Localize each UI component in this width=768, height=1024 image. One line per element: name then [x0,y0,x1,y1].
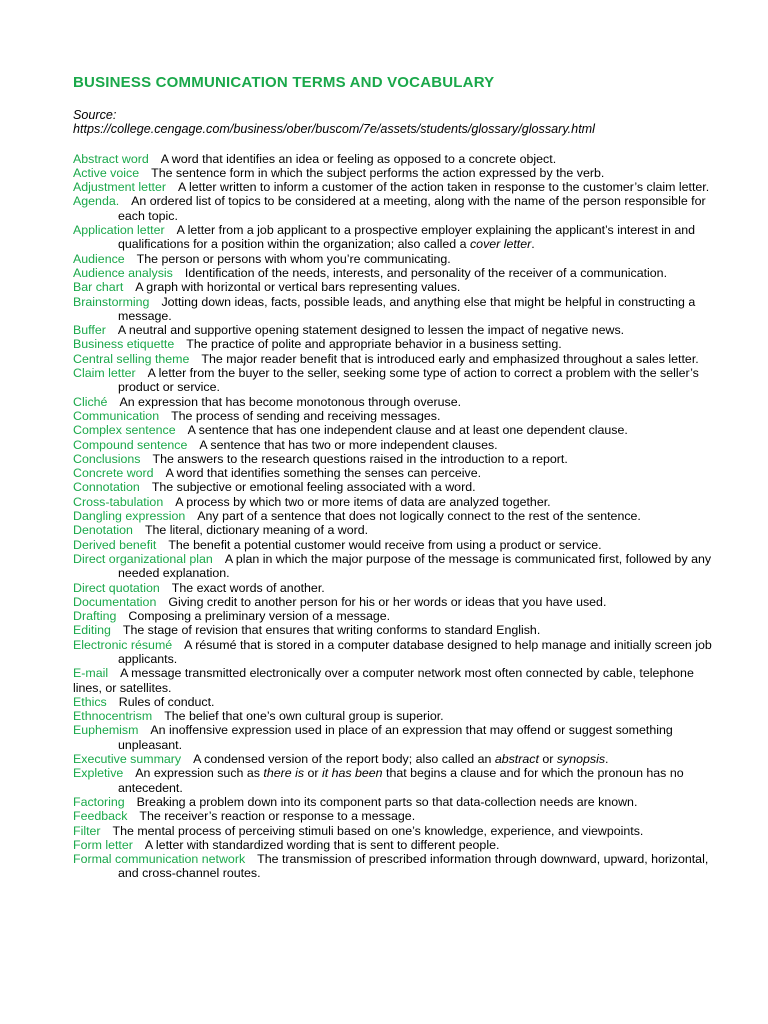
glossary-entry [73,152,713,166]
glossary-entry [73,409,713,423]
glossary-entry [73,337,713,351]
glossary-term: Derived benefit [73,537,157,552]
glossary-entry [73,538,713,552]
glossary-entry [73,223,713,252]
glossary-term: Expletive [73,766,124,781]
glossary-entry [73,509,713,523]
glossary-definition: The process of sending and receiving messages. [171,408,441,423]
glossary-definition: A letter from the buyer to the seller, seeking some type of action to correct a problem with the seller’s product or service. [118,366,699,395]
glossary-entry [73,194,713,223]
source-citation [73,108,633,137]
glossary-definition: A letter written to inform a customer of the action taken in response to the customer’s claim letter. [177,180,710,195]
glossary-term: Claim letter [73,366,136,381]
glossary-entry [73,709,713,723]
source-label: Source: [73,108,117,122]
glossary-definition: The belief that one’s own cultural group is superior. [164,709,444,724]
glossary-term: Formal communication network [73,852,246,867]
glossary-definition: A sentence that has one independent clause and at least one dependent clause. [187,423,628,438]
glossary-term: Buffer [73,323,106,338]
glossary-definition: A word that identifies something the senses can perceive. [165,466,482,481]
glossary-term: Complex sentence [73,423,176,438]
glossary-definition: A neutral and supportive opening statement designed to lessen the impact of negative news. [117,323,625,338]
glossary-term: Dangling expression [73,509,186,524]
glossary-definition: The subjective or emotional feeling associated with a word. [151,480,476,495]
glossary-term: Denotation [73,523,133,538]
glossary-definition: An inoffensive expression used in place of an expression that may offend or suggest something unpleasant. [118,723,673,752]
glossary-entry [73,438,713,452]
glossary-term: Executive summary [73,752,182,767]
glossary-definition: A letter with standardized wording that is sent to different people. [144,837,500,852]
glossary-entry [73,423,713,437]
glossary-term: Drafting [73,609,117,624]
glossary-term: Documentation [73,594,157,609]
glossary-term: Concrete word [73,466,154,481]
glossary-term: Ethnocentrism [73,709,153,724]
glossary-entry [73,395,713,409]
glossary-term: Bar chart [73,280,124,295]
glossary-entry [73,180,713,194]
glossary-term: Direct organizational plan [73,551,213,566]
glossary-term: Ethics [73,694,107,709]
glossary-term: Agenda. [73,194,120,209]
glossary-definition: The practice of polite and appropriate behavior in a business setting. [186,337,562,352]
glossary-term: Brainstorming [73,294,150,309]
glossary-entry [73,695,713,709]
glossary-definition: The person or persons with whom you’re communicating. [136,251,451,266]
glossary-entry [73,480,713,494]
glossary-definition: The mental process of perceiving stimuli based on one’s knowledge, experience, and viewpoints. [112,823,644,838]
glossary-entry [73,752,713,766]
glossary-entry [73,552,713,581]
glossary-term: Cliché [73,394,108,409]
glossary-entry [73,323,713,337]
glossary-term: Connotation [73,480,140,495]
glossary-entry [73,609,713,623]
glossary-entry [73,452,713,466]
glossary-entry [73,581,713,595]
glossary-definition: A sentence that has two or more independent clauses. [199,437,498,452]
glossary-definition: Rules of conduct. [118,694,215,709]
glossary-term: Feedback [73,809,128,824]
glossary-definition: A plan in which the major purpose of the message is communicated first, followed by any needed explanation. [118,551,712,581]
glossary-term: Application letter [73,223,165,238]
glossary-definition: The sentence form in which the subject performs the action expressed by the verb. [151,165,605,180]
glossary-definition: An expression that has become monotonous through overuse. [119,394,462,409]
glossary-entry [73,523,713,537]
glossary-term: Conclusions [73,451,141,466]
glossary-definition: Any part of a sentence that does not logically connect to the rest of the sentence. [197,509,641,524]
glossary-term: Filter [73,823,101,838]
glossary-term: Factoring [73,794,125,809]
glossary-definition: The transmission of prescribed information through downward, upward, horizontal, and cross-channel routes. [118,852,709,881]
glossary-term: Audience [73,251,125,266]
glossary-definition: Giving credit to another person for his or her words or ideas that you have used. [168,594,607,609]
glossary-definition: A graph with horizontal or vertical bars representing values. [135,280,461,295]
glossary-definition: The major reader benefit that is introduced early and emphasized throughout a sales letter. [201,351,699,366]
glossary-definition: The exact words of another. [171,580,325,595]
glossary-entry [73,280,713,294]
glossary-list [73,152,713,881]
glossary-term: E-mail [73,666,109,681]
glossary-definition: An expression such as there is or it has been that begins a clause and for which the pronoun has no antecedent. [118,766,684,795]
glossary-entry [73,809,713,823]
glossary-definition: Composing a preliminary version of a message. [128,609,391,624]
glossary-entry [73,638,713,667]
glossary-term: Abstract word [73,151,149,166]
glossary-definition: Jotting down ideas, facts, possible leads, and anything else that might be helpful in constructing a message. [118,294,696,323]
document-title: BUSINESS COMMUNICATION TERMS AND VOCABULARY [73,74,495,91]
glossary-entry [73,252,713,266]
glossary-definition: A message transmitted electronically over a computer network most often connected by cable, telephone lines, or satellites. [73,666,694,695]
glossary-term: Business etiquette [73,337,175,352]
glossary-definition: A condensed version of the report body; also called an abstract or synopsis. [193,752,609,767]
glossary-entry [73,623,713,637]
glossary-term: Electronic résumé [73,637,173,652]
glossary-term: Cross-tabulation [73,494,164,509]
glossary-entry [73,824,713,838]
glossary-definition: The stage of revision that ensures that writing conforms to standard English. [122,623,541,638]
glossary-term: Euphemism [73,723,139,738]
glossary-definition: Identification of the needs, interests, and personality of the receiver of a communication. [184,265,668,280]
glossary-entry [73,166,713,180]
glossary-entry [73,766,713,795]
glossary-term: Editing [73,623,111,638]
glossary-definition: The receiver’s reaction or response to a message. [139,809,416,824]
glossary-entry [73,295,713,324]
glossary-entry [73,795,713,809]
glossary-definition: The answers to the research questions raised in the introduction to a report. [152,451,568,466]
glossary-definition: A process by which two or more items of data are analyzed together. [175,494,551,509]
glossary-entry [73,666,713,695]
glossary-definition: An ordered list of topics to be considered at a meeting, along with the name of the person responsible for each topic. [118,194,706,223]
glossary-entry [73,595,713,609]
glossary-definition: A résumé that is stored in a computer database designed to help manage and initially screen job applicants. [118,637,712,666]
glossary-definition: A letter from a job applicant to a prospective employer explaining the applicant’s interest in and qualifications for a position within the organization; also called a cover letter. [118,223,696,252]
glossary-entry [73,838,713,852]
glossary-entry [73,852,713,881]
glossary-definition: A word that identifies an idea or feeling as opposed to a concrete object. [160,151,557,166]
glossary-term: Form letter [73,837,133,852]
glossary-term: Communication [73,408,160,423]
glossary-entry [73,723,713,752]
glossary-definition: The literal, dictionary meaning of a word. [144,523,369,538]
glossary-entry [73,495,713,509]
glossary-entry [73,352,713,366]
glossary-definition: Breaking a problem down into its component parts so that data-collection needs are known. [136,794,638,809]
document-page [73,74,713,881]
glossary-term: Compound sentence [73,437,188,452]
glossary-entry [73,266,713,280]
glossary-definition: The benefit a potential customer would receive from using a product or service. [168,537,602,552]
glossary-entry [73,466,713,480]
glossary-term: Direct quotation [73,580,160,595]
source-url: https://college.cengage.com/business/ober/buscom/7e/assets/students/glossary/glossary.html [73,122,595,137]
glossary-term: Audience analysis [73,265,173,280]
glossary-term: Adjustment letter [73,180,166,195]
glossary-term: Central selling theme [73,351,190,366]
glossary-entry [73,366,713,395]
glossary-term: Active voice [73,165,140,180]
